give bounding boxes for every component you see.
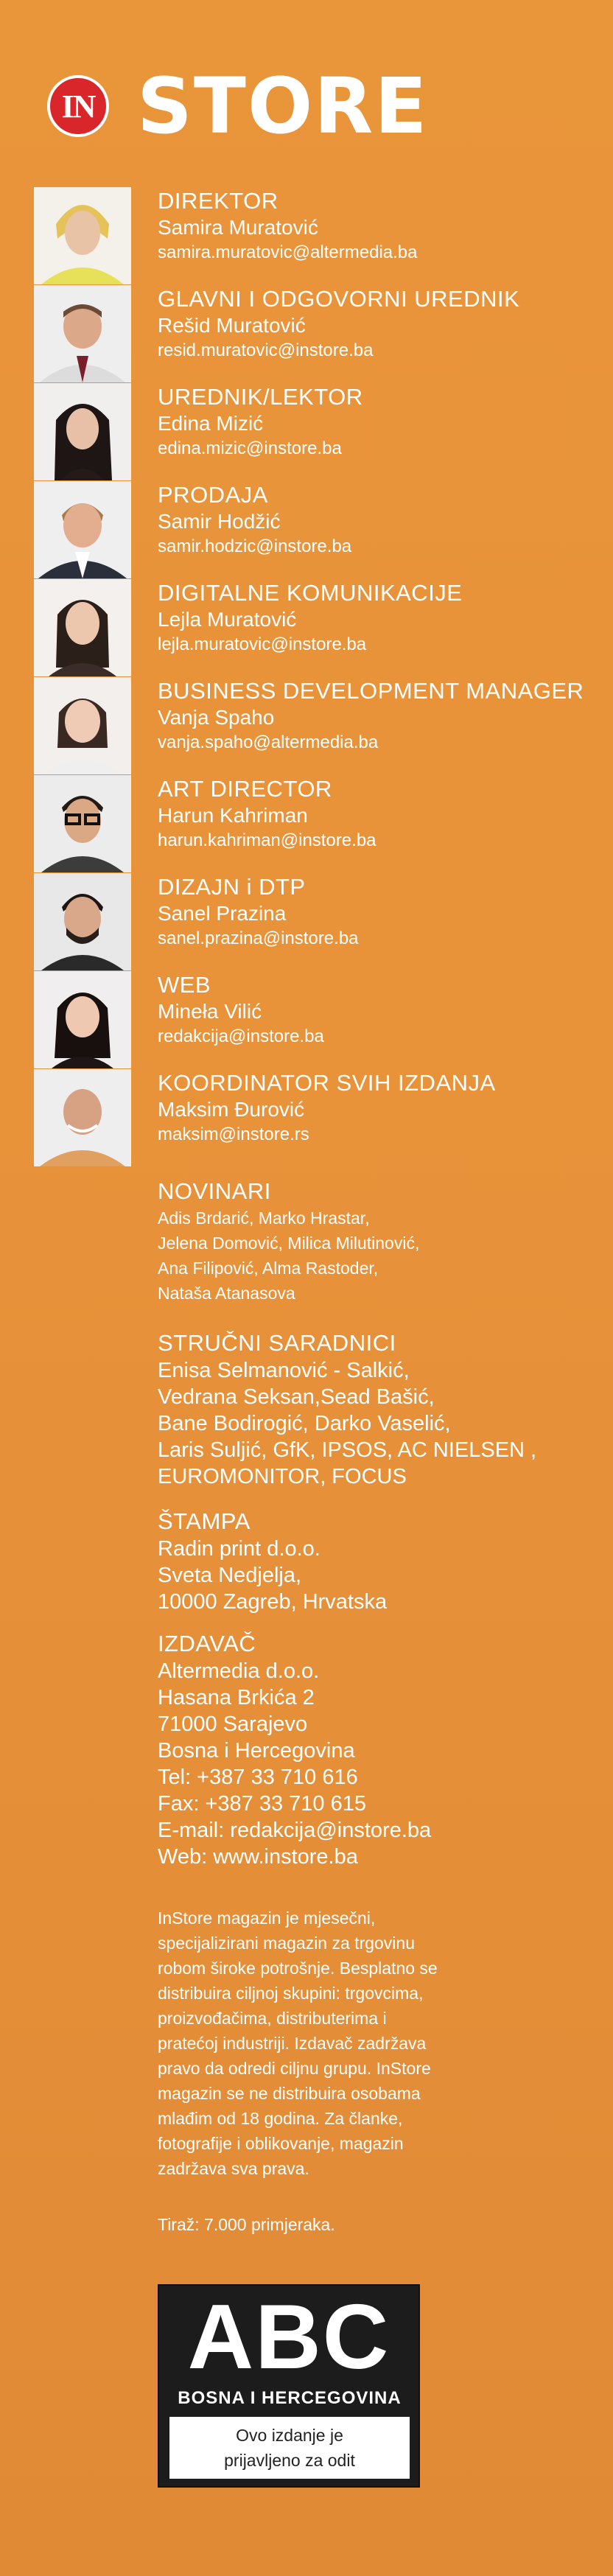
abc-note-line: Ovo izdanje je: [236, 2426, 343, 2445]
person-photo-woman: [34, 677, 131, 774]
section-line: Enisa Selmanović - Salkić,: [158, 1359, 410, 1382]
info-paragraph: [158, 1905, 511, 2181]
staff-row: [34, 383, 609, 481]
staff-row: [34, 481, 609, 579]
circulation-note: Tiraž: 7.000 primjeraka.: [158, 2215, 335, 2234]
paragraph-line: proizvođačima, distributerima i: [158, 2009, 387, 2028]
abc-note: [169, 2417, 410, 2479]
logo-wordmark: STORE: [137, 61, 429, 151]
web-link[interactable]: Web: www.instore.ba: [158, 1845, 358, 1869]
staff-name: Lejla Muratović: [158, 608, 297, 631]
person-photo-man-smiling: [34, 1069, 131, 1166]
staff-name: Samir Hodžić: [158, 510, 281, 533]
person-photo-blonde-woman: [34, 187, 131, 284]
staff-email[interactable]: vanja.spaho@altermedia.ba: [158, 732, 379, 752]
staff-email[interactable]: redakcija@instore.ba: [158, 1026, 324, 1046]
abc-audit-badge: [158, 2284, 420, 2488]
paragraph-line: distribuira ciljnoj skupini: trgovcima,: [158, 1984, 424, 2003]
section-title: IZDAVAČ: [158, 1631, 256, 1656]
staff-list: [34, 187, 609, 1167]
staff-email[interactable]: edina.mizic@instore.ba: [158, 438, 342, 458]
section-line: Laris Suljić, GfK, IPSOS, AC NIELSEN ,: [158, 1438, 537, 1462]
staff-row: [34, 1069, 609, 1167]
section-title: ŠTAMPA: [158, 1508, 251, 1534]
staff-row: [34, 285, 609, 383]
person-photo-man-suit: [34, 481, 131, 578]
section-stampa: [158, 1508, 600, 1615]
section-title: NOVINARI: [158, 1178, 271, 1204]
staff-email[interactable]: samira.muratovic@altermedia.ba: [158, 242, 418, 262]
email-link[interactable]: E-mail: redakcija@instore.ba: [158, 1819, 432, 1842]
paragraph-line: pratećoj industriji. Izdavač zadržava: [158, 2034, 427, 2053]
staff-role: KOORDINATOR SVIH IZDANJA: [158, 1070, 496, 1096]
section-line: Vedrana Seksan,Sead Bašić,: [158, 1385, 435, 1409]
section-novinari: [158, 1177, 600, 1306]
paragraph-line: InStore magazin je mjesečni,: [158, 1908, 376, 1928]
section-line: Jelena Domović, Milica Milutinović,: [158, 1233, 420, 1253]
staff-name: Maksim Đurović: [158, 1098, 305, 1121]
staff-name: Rešid Muratović: [158, 314, 306, 337]
staff-email[interactable]: samir.hodzic@instore.ba: [158, 536, 352, 556]
section-line: Hasana Brkića 2: [158, 1686, 315, 1709]
section-line: Ana Filipović, Alma Rastoder,: [158, 1259, 379, 1278]
section-izdavac: [158, 1630, 600, 1870]
section-line: Tel: +387 33 710 616: [158, 1765, 358, 1789]
staff-email[interactable]: resid.muratovic@instore.ba: [158, 340, 374, 360]
section-line: Bane Bodirogić, Darko Vaselić,: [158, 1412, 451, 1435]
staff-name: Vanja Spaho: [158, 706, 275, 729]
staff-role: DIZAJN i DTP: [158, 874, 306, 900]
staff-role: DIREKTOR: [158, 188, 279, 214]
section-strucni-saradnici: [158, 1329, 600, 1490]
staff-email[interactable]: sanel.prazina@instore.ba: [158, 928, 359, 948]
staff-row: [34, 677, 609, 775]
paragraph-line: specijalizirani magazin za trgovinu: [158, 1933, 415, 1953]
abc-note-line: prijavljeno za odit: [224, 2451, 355, 2470]
staff-name: Harun Kahriman: [158, 804, 308, 827]
staff-role: PRODAJA: [158, 482, 268, 508]
paragraph-line: pravo da odredi ciljnu grupu. InStore: [158, 2059, 431, 2078]
person-photo-smiling-woman: [34, 579, 131, 676]
logo-in-badge: IN: [47, 75, 109, 137]
staff-role: ART DIRECTOR: [158, 776, 332, 802]
section-line: Fax: +387 33 710 615: [158, 1792, 366, 1816]
paragraph-line: zadržava sva prava.: [158, 2159, 309, 2178]
section-title: STRUČNI SARADNICI: [158, 1330, 396, 1356]
person-photo-man-beard: [34, 873, 131, 970]
section-line: Adis Brdarić, Marko Hrastar,: [158, 1208, 370, 1228]
section-line: Bosna i Hercegovina: [158, 1739, 355, 1763]
section-line: 10000 Zagreb, Hrvatska: [158, 1590, 388, 1614]
abc-region-label: BOSNA I HERCEGOVINA: [178, 2388, 402, 2408]
abc-logo: ABC: [187, 2286, 390, 2388]
person-photo-bald-man: [34, 285, 131, 382]
staff-role: BUSINESS DEVELOPMENT MANAGER: [158, 678, 584, 704]
staff-email[interactable]: maksim@instore.rs: [158, 1124, 309, 1144]
staff-role: GLAVNI I ODGOVORNI UREDNIK: [158, 286, 520, 312]
staff-email[interactable]: lejla.muratovic@instore.ba: [158, 634, 367, 654]
staff-name: Sanel Prazina: [158, 902, 287, 925]
section-line: Radin print d.o.o.: [158, 1537, 320, 1561]
staff-name: Edina Mizić: [158, 412, 264, 435]
paragraph-line: mlađim od 18 godina. Za članke,: [158, 2109, 403, 2128]
staff-role: WEB: [158, 972, 211, 998]
person-photo-man-glasses: [34, 775, 131, 872]
person-photo-dark-hair-woman: [34, 383, 131, 480]
section-line: Altermedia d.o.o.: [158, 1659, 320, 1683]
staff-role: DIGITALNE KOMUNIKACIJE: [158, 580, 463, 606]
staff-name: Mineła Vilić: [158, 1000, 262, 1023]
staff-role: UREDNIK/LEKTOR: [158, 384, 363, 410]
staff-row: [34, 775, 609, 873]
section-line: 71000 Sarajevo: [158, 1712, 308, 1736]
section-line: Nataša Atanasova: [158, 1284, 295, 1303]
staff-row: [34, 971, 609, 1069]
paragraph-line: robom široke potrošnje. Besplatno se: [158, 1959, 438, 1978]
person-photo-woman-dark-hair: [34, 971, 131, 1068]
section-line: EUROMONITOR, FOCUS: [158, 1465, 407, 1488]
staff-row: [34, 873, 609, 971]
staff-email[interactable]: harun.kahriman@instore.ba: [158, 830, 376, 850]
paragraph-line: magazin se ne distribuira osobama: [158, 2084, 421, 2103]
paragraph-line: fotografije i oblikovanje, magazin: [158, 2134, 404, 2153]
staff-row: [34, 579, 609, 677]
section-line: Sveta Nedjelja,: [158, 1564, 302, 1587]
staff-row: [34, 187, 609, 285]
staff-name: Samira Muratović: [158, 216, 318, 239]
